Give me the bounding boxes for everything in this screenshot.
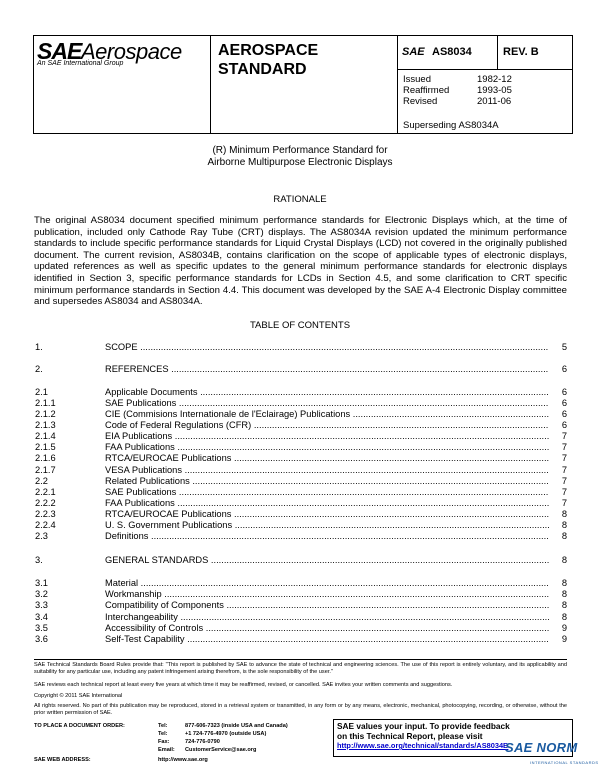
contact-value: 724-776-0790 [185,739,220,745]
watermark-subtitle: INTERNATIONAL STANDARDS [530,760,599,765]
order-label: TO PLACE A DOCUMENT ORDER: [34,723,125,729]
sae-logo: SAE [37,38,82,64]
toc-entry[interactable]: 3.6 Self-Test Capability ..... 9 [35,634,567,645]
copyright: Copyright © 2011 SAE International [34,693,123,699]
web-label: SAE WEB ADDRESS: [34,757,91,763]
toc-entry[interactable]: 2.3 Definitions ..... 8 [35,531,567,542]
footer-rule [34,659,567,660]
feedback-link[interactable]: http://www.sae.org/technical/standards/AS8034B [337,741,509,750]
rationale-heading: RATIONALE [273,194,327,205]
history-label: Reaffirmed [403,85,450,96]
toc-entry[interactable]: 3.1 Material ..... 8 [35,578,567,589]
document-title: (R) Minimum Performance Standard for Airborne Multipurpose Electronic Displays [207,145,393,168]
toc-entry[interactable]: 3.5 Accessibility of Controls ..... 9 [35,623,567,634]
logo-subtitle: An SAE International Group [37,60,124,67]
toc-entry[interactable]: 2.2.1 SAE Publications ..... 7 [35,487,567,498]
contact-value: 877-606-7323 (inside USA and Canada) [185,723,288,729]
toc-entry[interactable]: 3. GENERAL STANDARDS ..... 8 [35,555,567,566]
aerospace-logo: Aerospace [81,39,182,64]
review-note: SAE reviews each technical report at least every five years at which time it may be reaffirmed, revised, or cancelled. SAE invites your written comments and suggestions. [34,682,453,688]
toc-entry[interactable]: 3.2 Workmanship ..... 8 [35,589,567,600]
toc-entry[interactable]: 2.2 Related Publications ..... 7 [35,476,567,487]
history-value: 1982-12 [477,74,512,85]
toc-entry[interactable]: 2.1.3 Code of Federal Regulations (CFR) ..... 6 [35,420,567,431]
toc-entry[interactable]: 2.1 Applicable Documents ..... 6 [35,387,567,398]
toc-entry[interactable]: 2.1.7 VESA Publications ..... 7 [35,465,567,476]
sae-mark: SAE [402,46,425,58]
history-label: Issued [403,74,431,85]
toc-entry[interactable]: 3.4 Interchangeability ..... 8 [35,612,567,623]
history-label: Revised [403,96,438,107]
standard-title: AEROSPACE STANDARD [218,42,319,78]
doc-number: AS8034 [432,46,472,58]
toc-entry[interactable]: 3.3 Compatibility of Components ..... 8 [35,600,567,611]
contact-label: Email: [158,747,175,753]
toc-entry[interactable]: 1. SCOPE ..... 5 [35,342,567,353]
history-value: 1993-05 [477,85,512,96]
contact-label: Tel: [158,723,168,729]
toc-heading: TABLE OF CONTENTS [249,320,351,331]
toc-entry[interactable]: 2.2.3 RTCA/EUROCAE Publications ..... 8 [35,509,567,520]
feedback-text: SAE values your input. To provide feedback on this Technical Report, please visit [337,721,510,741]
toc-entry[interactable]: 2.1.4 EIA Publications ..... 7 [35,431,567,442]
contact-label: Fax: [158,739,170,745]
toc-entry[interactable]: 2.1.1 SAE Publications ..... 6 [35,398,567,409]
revision: REV. B [503,46,539,58]
contact-value: +1 724-776-4970 (outside USA) [185,731,267,737]
history-value: 2011-06 [477,96,512,107]
superseding: Superseding AS8034A [403,120,499,131]
toc-entry[interactable]: 2.1.6 RTCA/EUROCAE Publications ..... 7 [35,453,567,464]
header-divider [497,35,498,69]
header-divider [397,35,398,133]
header-divider [210,35,211,133]
web-link[interactable]: http://www.sae.org [158,757,208,763]
toc-entry[interactable]: 2.2.4 U. S. Government Publications ..... 8 [35,520,567,531]
header-divider [397,69,572,70]
toc-entry[interactable]: 2.2.2 FAA Publications ..... 7 [35,498,567,509]
toc-entry[interactable]: 2.1.5 FAA Publications ..... 7 [35,442,567,453]
contact-label: Tel: [158,731,168,737]
board-rules: SAE Technical Standards Board Rules provide that: "This report is published by SAE to advance the state of technical and engineering sciences. The use of this report is entirely voluntary, and its applicability and suitability for any particular use, including any patent infringement arising therefrom, is the sole responsibility of the user." [34,662,567,675]
rights-notice: All rights reserved. No part of this publication may be reproduced, stored in a retrieval system or transmitted, in any form or by any means, electronic, mechanical, photocopying, recording, or otherwise, without the prior written permission of SAE. [34,703,567,716]
toc-entry[interactable]: 2. REFERENCES ..... 6 [35,364,567,375]
watermark-logo: SAE NORM [505,740,578,755]
toc-entry[interactable]: 2.1.2 CIE (Commisions Internationale de l'Eclairage) Publications ..... 6 [35,409,567,420]
email-link[interactable]: CustomerService@sae.org [185,747,257,753]
rationale-text: The original AS8034 document specified minimum performance standards for Electronic Displays which, at the time of publication, included only Cathode Ray Tube (CRT) displays. The AS8034A revision updated the minimum performance standards to include specific performance standards for Liquid Crystal Displays (LCD) not covered in the originally published document. The current revision, AS8034B, contains clarification on the scope of applicable types of electronic displays, updated references as well as specific updates to the general minimum performance standards for electronic displays identified in Section 3, specific performance standards for LCDs in Section 4.5, and some clarification to CRT specific minimum performance standards in Section 4.4. This document was developed by the SAE A-4 Electronic Display committee and supersedes AS8034 and AS8034A. [34,215,567,308]
